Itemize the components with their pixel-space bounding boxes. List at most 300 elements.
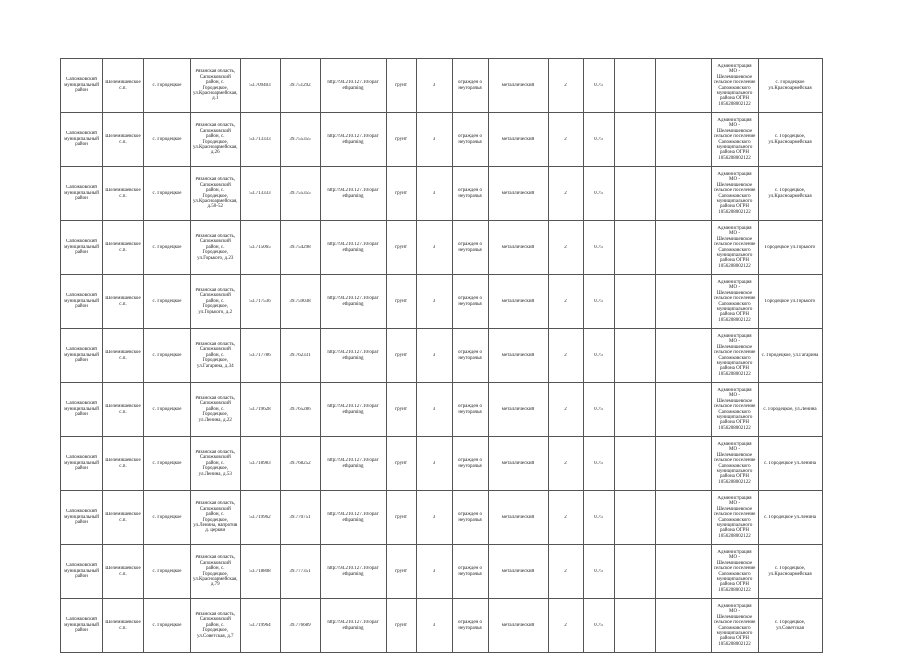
cell-empty xyxy=(614,167,655,221)
cell-fence-text: огражден о неугорачья xyxy=(458,242,482,253)
cell-area xyxy=(416,599,452,653)
cell-empty xyxy=(614,59,655,113)
cell-locality xyxy=(144,437,191,491)
cell-empty xyxy=(655,437,711,491)
cell-container-count-text: 2 xyxy=(564,352,567,358)
cell-source xyxy=(758,167,822,221)
cell-settlement xyxy=(103,545,144,599)
cell-fence xyxy=(452,59,488,113)
cell-volume-text: 0.75 xyxy=(594,352,603,358)
cell-container-count-text: 2 xyxy=(564,460,567,466)
cell-area xyxy=(416,329,452,383)
cell-address xyxy=(191,383,241,437)
table-row xyxy=(61,329,823,383)
cell-locality-text: с. Городецкое xyxy=(152,244,182,250)
cell-address-text: Рязанская область, Сапожковский район, с. Городецкое, ул.Советская, д.7 xyxy=(195,611,236,639)
cell-surface xyxy=(386,113,416,167)
cell-link-text: http://94.210.127.10/ораг ethpaming xyxy=(327,350,379,361)
cell-volume-text: 0.75 xyxy=(594,190,603,196)
table-row xyxy=(61,59,823,113)
cell-fence xyxy=(452,113,488,167)
cell-container-count xyxy=(548,59,583,113)
cell-address-text: Рязанская область, Сапожковский район, с. Городецкое, ул.Красноармейская, д.1 xyxy=(193,69,238,102)
cell-container-type xyxy=(488,545,548,599)
cell-volume-text: 0.75 xyxy=(594,82,603,88)
cell-link xyxy=(320,275,386,329)
cell-fence xyxy=(452,437,488,491)
cell-source xyxy=(758,59,822,113)
cell-source-text: Городецкое ул.Горького xyxy=(764,244,816,250)
cell-surface-text: грунт xyxy=(395,352,407,358)
cell-settlement-text: Шелемишевское с.п. xyxy=(105,296,141,307)
cell-area xyxy=(416,167,452,221)
table-row xyxy=(61,113,823,167)
cell-fence xyxy=(452,383,488,437)
cell-container-count xyxy=(548,437,583,491)
cell-source-text: с. Городецкое ул.Красноармейская xyxy=(768,80,812,91)
cell-address xyxy=(191,113,241,167)
cell-container-count-text: 2 xyxy=(564,568,567,574)
cell-source-text: с. Городецкое ул.Ленина xyxy=(764,514,817,520)
cell-settlement-text: Шелемишевское с.п. xyxy=(105,242,141,253)
cell-locality xyxy=(144,329,191,383)
cell-source-text: с. Городецкое, ул.Красноармейская xyxy=(768,188,812,199)
cell-locality xyxy=(144,545,191,599)
cell-container-type-text: металлический xyxy=(501,82,535,88)
cell-district xyxy=(61,383,103,437)
cell-container-type xyxy=(488,437,548,491)
cell-source xyxy=(758,221,822,275)
cell-owner-text: Администрация МО - Шелемишевское сельское поселение Сапожковского муниципального района ОГРН 1056208002122 xyxy=(713,171,756,215)
cell-settlement xyxy=(103,437,144,491)
cell-latitude-text: 53.709403 xyxy=(249,82,271,88)
cell-address xyxy=(191,329,241,383)
cell-owner xyxy=(711,221,758,275)
cell-volume xyxy=(583,491,614,545)
cell-volume xyxy=(583,167,614,221)
cell-volume-text: 0.75 xyxy=(594,298,603,304)
cell-latitude-text: 53.719964 xyxy=(249,622,271,628)
cell-fence-text: огражден о неугорачья xyxy=(458,296,482,307)
cell-container-count-text: 2 xyxy=(564,622,567,628)
cell-address-text: Рязанская область, Сапожковский район, с. Городецкое, ул.Гагарина, д.34 xyxy=(195,341,236,369)
cell-surface xyxy=(386,59,416,113)
cell-fence xyxy=(452,221,488,275)
cell-longitude-text: 39.759038 xyxy=(289,298,311,304)
cell-surface-text: грунт xyxy=(395,298,407,304)
cell-link xyxy=(320,59,386,113)
cell-source xyxy=(758,491,822,545)
cell-area xyxy=(416,491,452,545)
cell-fence-text: огражден о неугорачья xyxy=(458,620,482,631)
cell-longitude xyxy=(280,167,320,221)
cell-container-type-text: металлический xyxy=(501,460,535,466)
cell-settlement xyxy=(103,383,144,437)
cell-link-text: http://94.210.127.10/ораг ethpaming xyxy=(327,134,379,145)
cell-surface-text: грунт xyxy=(395,82,407,88)
cell-address xyxy=(191,275,241,329)
cell-latitude xyxy=(240,383,280,437)
cell-container-count-text: 2 xyxy=(564,82,567,88)
cell-district xyxy=(61,167,103,221)
cell-container-count xyxy=(548,113,583,167)
cell-longitude xyxy=(280,599,320,653)
cell-volume-text: 0.75 xyxy=(594,460,603,466)
cell-container-count-text: 2 xyxy=(564,514,567,520)
cell-source xyxy=(758,545,822,599)
cell-locality-text: с. Городецкое xyxy=(152,568,182,574)
cell-fence-text: огражден о неугорачья xyxy=(458,80,482,91)
cell-district xyxy=(61,329,103,383)
cell-latitude-text: 53.718808 xyxy=(249,568,271,574)
cell-surface-text: грунт xyxy=(395,568,407,574)
cell-settlement-text: Шелемишевское с.п. xyxy=(105,458,141,469)
cell-container-count xyxy=(548,167,583,221)
cell-owner-text: Администрация МО - Шелемишевское сельское поселение Сапожковского муниципального района ОГРН 1056208002122 xyxy=(713,441,756,485)
cell-empty xyxy=(655,221,711,275)
cell-volume xyxy=(583,221,614,275)
cell-container-type xyxy=(488,491,548,545)
cell-locality xyxy=(144,275,191,329)
cell-longitude-text: 39.765286 xyxy=(289,406,311,412)
cell-area-text: 3 xyxy=(432,568,436,574)
cell-volume-text: 0.75 xyxy=(594,406,603,412)
table-row xyxy=(61,491,823,545)
cell-empty xyxy=(655,599,711,653)
cell-address-text: Рязанская область, Сапожковский район, с. Городецкое, ул.Ленина, д.53 xyxy=(195,449,236,477)
cell-district xyxy=(61,59,103,113)
cell-longitude-text: 39.755355 xyxy=(289,136,311,142)
cell-district-text: Сапожковский муниципальный район xyxy=(64,347,99,364)
cell-latitude-text: 53.718983 xyxy=(249,460,271,466)
cell-settlement xyxy=(103,167,144,221)
cell-address-text: Рязанская область, Сапожковский район, с. Городецкое, ул.Ленина, напротив д. церкви xyxy=(193,501,238,534)
cell-fence-text: огражден о неугорачья xyxy=(458,188,482,199)
cell-longitude xyxy=(280,383,320,437)
cell-empty xyxy=(655,113,711,167)
cell-district-text: Сапожковский муниципальный район xyxy=(64,509,99,526)
cell-address-text: Рязанская область, Сапожковский район, с. Городецкое, ул.Горького, д.2 xyxy=(195,287,236,315)
cell-area xyxy=(416,545,452,599)
cell-settlement xyxy=(103,491,144,545)
cell-settlement-text: Шелемишевское с.п. xyxy=(105,404,141,415)
cell-area-text: 3 xyxy=(432,622,436,628)
table-row xyxy=(61,167,823,221)
cell-volume-text: 0.75 xyxy=(594,244,603,250)
cell-district xyxy=(61,599,103,653)
cell-area xyxy=(416,113,452,167)
cell-latitude xyxy=(240,221,280,275)
cell-latitude-text: 53.713333 xyxy=(249,190,271,196)
cell-latitude xyxy=(240,491,280,545)
cell-owner-text: Администрация МО - Шелемишевское сельское поселение Сапожковского муниципального района ОГРН 1056208002122 xyxy=(713,117,756,161)
cell-district xyxy=(61,437,103,491)
cell-latitude xyxy=(240,167,280,221)
cell-district xyxy=(61,113,103,167)
cell-empty xyxy=(614,221,655,275)
cell-volume-text: 0.75 xyxy=(594,568,603,574)
cell-district-text: Сапожковский муниципальный район xyxy=(64,185,99,202)
cell-link xyxy=(320,545,386,599)
cell-source xyxy=(758,599,822,653)
cell-district-text: Сапожковский муниципальный район xyxy=(64,239,99,256)
cell-container-type-text: металлический xyxy=(501,298,535,304)
cell-owner xyxy=(711,59,758,113)
cell-address xyxy=(191,437,241,491)
cell-district-text: Сапожковский муниципальный район xyxy=(64,293,99,310)
cell-address-text: Рязанская область, Сапожковский район, с. Городецкое, ул.Красноармейская, д.26 xyxy=(193,123,238,156)
cell-locality-text: с. Городецкое xyxy=(152,406,182,412)
cell-area xyxy=(416,437,452,491)
cell-settlement-text: Шелемишевское с.п. xyxy=(105,512,141,523)
cell-area xyxy=(416,383,452,437)
cell-latitude-text: 53.713333 xyxy=(249,136,271,142)
cell-district-text: Сапожковский муниципальный район xyxy=(64,401,99,418)
cell-container-type-text: металлический xyxy=(501,622,535,628)
cell-source-text: с. Городецкое, ул.Гагарина xyxy=(761,352,819,358)
cell-address-text: Рязанская область, Сапожковский район, с. Городецкое, ул.Красноармейская, д.79 xyxy=(193,555,238,588)
cell-fence-text: огражден о неугорачья xyxy=(458,404,482,415)
cell-container-count xyxy=(548,545,583,599)
cell-district-text: Сапожковский муниципальный район xyxy=(64,563,99,580)
cell-surface xyxy=(386,437,416,491)
cell-container-type xyxy=(488,59,548,113)
cell-locality-text: с. Городецкое xyxy=(152,82,182,88)
cell-surface-text: грунт xyxy=(395,460,407,466)
cell-empty xyxy=(655,167,711,221)
cell-fence-text: огражден о неугорачья xyxy=(458,134,482,145)
cell-volume xyxy=(583,113,614,167)
cell-longitude-text: 39.776689 xyxy=(289,622,311,628)
cell-settlement-text: Шелемишевское с.п. xyxy=(105,80,141,91)
cell-address-text: Рязанская область, Сапожковский район, с. Городецкое, ул.Горького, д.23 xyxy=(195,233,236,261)
cell-settlement-text: Шелемишевское с.п. xyxy=(105,134,141,145)
cell-area-text: 3 xyxy=(432,514,436,520)
cell-source xyxy=(758,329,822,383)
cell-link-text: http://94.210.127.10/ораг ethpaming xyxy=(327,512,379,523)
cell-locality-text: с. Городецкое xyxy=(152,514,182,520)
cell-locality xyxy=(144,167,191,221)
cell-longitude xyxy=(280,491,320,545)
table-row xyxy=(61,275,823,329)
cell-volume xyxy=(583,329,614,383)
cell-settlement xyxy=(103,275,144,329)
cell-link-text: http://94.210.127.10/ораг ethpaming xyxy=(327,458,379,469)
cell-settlement xyxy=(103,59,144,113)
cell-link-text: http://94.210.127.10/ораг ethpaming xyxy=(327,566,379,577)
cell-longitude xyxy=(280,545,320,599)
cell-address-text: Рязанская область, Сапожковский район, с. Городецкое, ул.Ленина, д.22 xyxy=(195,395,236,423)
cell-container-type xyxy=(488,113,548,167)
cell-owner xyxy=(711,167,758,221)
cell-link-text: http://94.210.127.10/ораг ethpaming xyxy=(327,296,379,307)
cell-latitude xyxy=(240,275,280,329)
cell-locality-text: с. Городецкое xyxy=(152,352,182,358)
cell-area-text: 3 xyxy=(432,82,436,88)
cell-longitude-text: 39.777351 xyxy=(289,568,311,574)
cell-district-text: Сапожковский муниципальный район xyxy=(64,77,99,94)
cell-latitude-text: 53.715065 xyxy=(249,244,271,250)
cell-surface-text: грунт xyxy=(395,244,407,250)
cell-address-text: Рязанская область, Сапожковский район, с. Городецкое, ул.Красноармейская, д.50-52 xyxy=(193,177,238,210)
table-row xyxy=(61,599,823,653)
cell-owner xyxy=(711,275,758,329)
cell-locality xyxy=(144,599,191,653)
cell-source xyxy=(758,113,822,167)
cell-longitude-text: 39.751292 xyxy=(289,82,311,88)
cell-volume xyxy=(583,437,614,491)
cell-surface-text: грунт xyxy=(395,514,407,520)
cell-owner xyxy=(711,329,758,383)
cell-area-text: 3 xyxy=(432,298,436,304)
cell-link xyxy=(320,599,386,653)
cell-surface-text: грунт xyxy=(395,406,407,412)
cell-owner-text: Администрация МО - Шелемишевское сельское поселение Сапожковского муниципального района ОГРН 1056208002122 xyxy=(713,495,756,539)
cell-district-text: Сапожковский муниципальный район xyxy=(64,131,99,148)
cell-owner xyxy=(711,383,758,437)
cell-empty xyxy=(655,329,711,383)
cell-locality-text: с. Городецкое xyxy=(152,622,182,628)
cell-settlement-text: Шелемишевское с.п. xyxy=(105,188,141,199)
cell-locality xyxy=(144,59,191,113)
cell-container-type xyxy=(488,329,548,383)
cell-locality-text: с. Городецкое xyxy=(152,460,182,466)
cell-owner xyxy=(711,599,758,653)
cell-link xyxy=(320,383,386,437)
cell-owner xyxy=(711,437,758,491)
cell-link xyxy=(320,491,386,545)
cell-longitude-text: 39.770751 xyxy=(289,514,311,520)
cell-longitude-text: 39.768252 xyxy=(289,460,311,466)
cell-longitude xyxy=(280,275,320,329)
cell-address xyxy=(191,491,241,545)
cell-empty xyxy=(614,599,655,653)
cell-longitude xyxy=(280,437,320,491)
cell-volume xyxy=(583,59,614,113)
cell-container-type xyxy=(488,167,548,221)
cell-latitude xyxy=(240,437,280,491)
cell-volume-text: 0.75 xyxy=(594,136,603,142)
cell-link xyxy=(320,221,386,275)
cell-latitude-text: 53.719962 xyxy=(249,514,271,520)
cell-owner-text: Администрация МО - Шелемишевское сельское поселение Сапожковского муниципального района ОГРН 1056208002122 xyxy=(713,333,756,377)
cell-source-text: с. Городецкое, ул.Красноармейская xyxy=(768,134,812,145)
cell-fence xyxy=(452,599,488,653)
cell-empty xyxy=(655,59,711,113)
cell-container-type xyxy=(488,221,548,275)
cell-source xyxy=(758,383,822,437)
cell-empty xyxy=(614,113,655,167)
cell-fence-text: огражден о неугорачья xyxy=(458,512,482,523)
cell-locality-text: с. Городецкое xyxy=(152,298,182,304)
cell-district-text: Сапожковский муниципальный район xyxy=(64,455,99,472)
cell-owner xyxy=(711,491,758,545)
cell-fence xyxy=(452,329,488,383)
cell-settlement-text: Шелемишевское с.п. xyxy=(105,350,141,361)
cell-empty xyxy=(614,383,655,437)
cell-container-count xyxy=(548,329,583,383)
cell-container-count xyxy=(548,221,583,275)
cell-owner-text: Администрация МО - Шелемишевское сельское поселение Сапожковского муниципального района ОГРН 1056208002122 xyxy=(713,387,756,431)
cell-surface xyxy=(386,545,416,599)
cell-volume-text: 0.75 xyxy=(594,514,603,520)
cell-source-text: Городецкое ул.Горького xyxy=(764,298,816,304)
cell-container-count xyxy=(548,275,583,329)
cell-link-text: http://94.210.127.10/ораг ethpaming xyxy=(327,242,379,253)
cell-link-text: http://94.210.127.10/ораг ethpaming xyxy=(327,188,379,199)
cell-locality xyxy=(144,383,191,437)
cell-settlement-text: Шелемишевское с.п. xyxy=(105,620,141,631)
cell-fence-text: огражден о неугорачья xyxy=(458,458,482,469)
cell-container-count xyxy=(548,383,583,437)
cell-container-type xyxy=(488,383,548,437)
cell-container-type xyxy=(488,599,548,653)
cell-longitude xyxy=(280,113,320,167)
cell-empty xyxy=(614,275,655,329)
cell-link-text: http://94.210.127.10/ораг ethpaming xyxy=(327,404,379,415)
cell-locality xyxy=(144,113,191,167)
cell-district xyxy=(61,221,103,275)
cell-container-type xyxy=(488,275,548,329)
cell-link-text: http://94.210.127.10/ораг ethpaming xyxy=(327,620,379,631)
cell-container-count-text: 2 xyxy=(564,298,567,304)
cell-settlement xyxy=(103,221,144,275)
cell-container-type-text: металлический xyxy=(501,568,535,574)
cell-latitude xyxy=(240,59,280,113)
cell-latitude xyxy=(240,545,280,599)
cell-district xyxy=(61,545,103,599)
cell-fence xyxy=(452,167,488,221)
cell-settlement xyxy=(103,329,144,383)
cell-address xyxy=(191,221,241,275)
cell-container-type-text: металлический xyxy=(501,190,535,196)
cell-surface-text: грунт xyxy=(395,622,407,628)
cell-surface xyxy=(386,599,416,653)
cell-area xyxy=(416,59,452,113)
cell-surface xyxy=(386,167,416,221)
cell-owner-text: Администрация МО - Шелемишевское сельское поселение Сапожковского муниципального района ОГРН 1056208002122 xyxy=(713,549,756,593)
cell-area-text: 3 xyxy=(432,460,436,466)
cell-empty xyxy=(655,491,711,545)
cell-district xyxy=(61,275,103,329)
cell-area xyxy=(416,221,452,275)
cell-empty xyxy=(614,491,655,545)
cell-longitude-text: 39.762331 xyxy=(289,352,311,358)
cell-settlement-text: Шелемишевское с.п. xyxy=(105,566,141,577)
cell-area xyxy=(416,275,452,329)
cell-owner xyxy=(711,113,758,167)
cell-address xyxy=(191,59,241,113)
cell-address xyxy=(191,545,241,599)
cell-fence-text: огражден о неугорачья xyxy=(458,566,482,577)
cell-fence-text: огражден о неугорачья xyxy=(458,350,482,361)
cell-link xyxy=(320,329,386,383)
cell-empty xyxy=(614,545,655,599)
cell-empty xyxy=(655,275,711,329)
cell-longitude-text: 39.754298 xyxy=(289,244,311,250)
cell-container-type-text: металлический xyxy=(501,136,535,142)
cell-surface xyxy=(386,491,416,545)
cell-longitude-text: 39.755355 xyxy=(289,190,311,196)
cell-volume xyxy=(583,599,614,653)
cell-container-count-text: 2 xyxy=(564,244,567,250)
cell-owner-text: Администрация МО - Шелемишевское сельское поселение Сапожковского муниципального района ОГРН 1056208002122 xyxy=(713,603,756,647)
cell-container-count xyxy=(548,491,583,545)
cell-fence xyxy=(452,491,488,545)
cell-source-text: с. Городецкое, ул.Красноармейская xyxy=(768,566,812,577)
cell-volume xyxy=(583,545,614,599)
cell-empty xyxy=(614,329,655,383)
